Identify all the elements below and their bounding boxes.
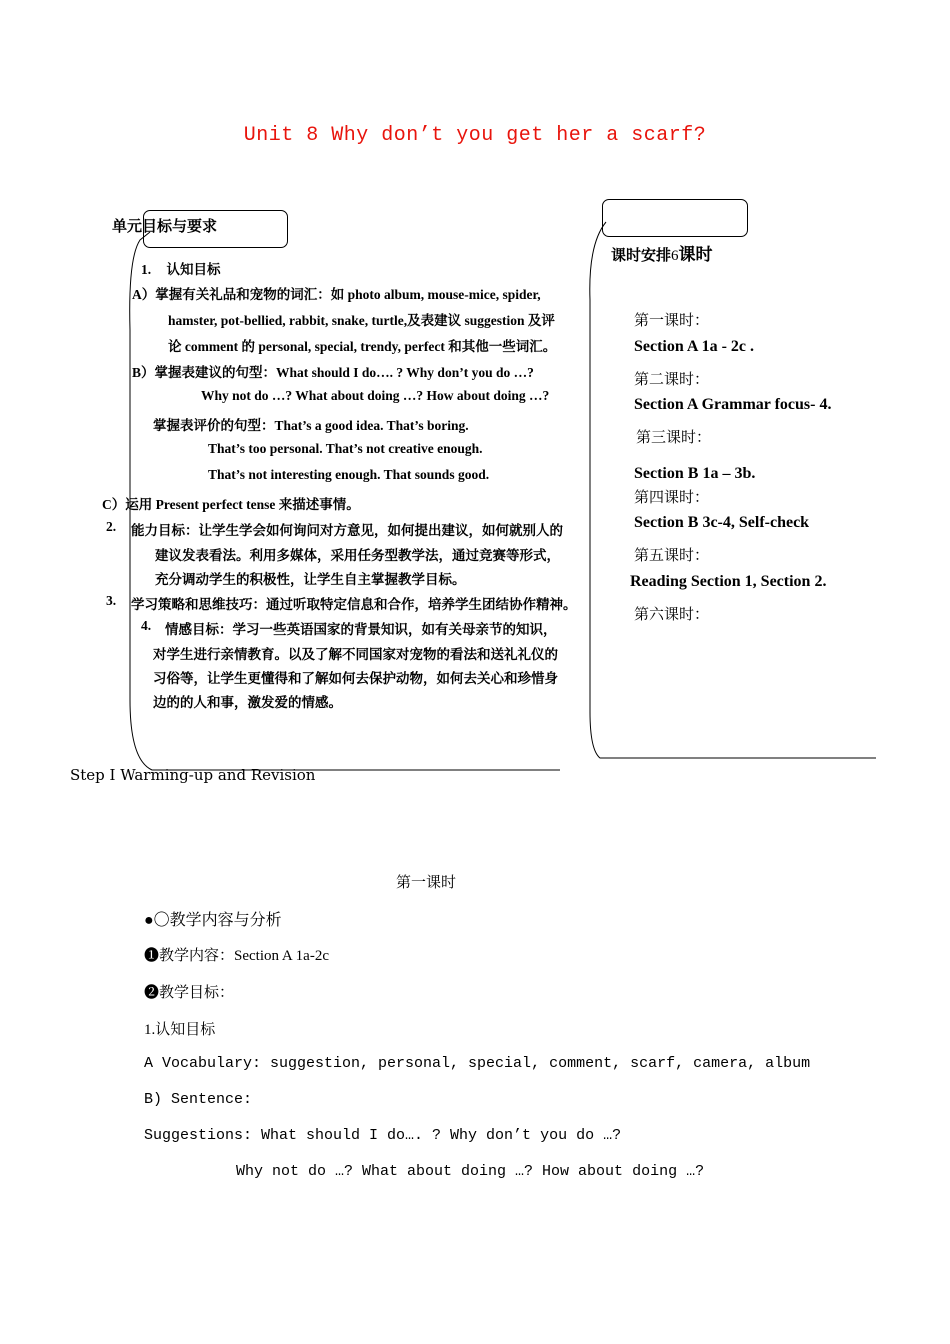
suggestion-line-2: Why not do …? What about doing …? How about doing …? <box>201 388 550 403</box>
lesson-2-label: 第二课时： <box>634 372 710 388</box>
right-box-header-suffix: 课时 <box>678 245 713 264</box>
page-title: Unit 8 Why don’t you get her a scarf? <box>243 124 707 147</box>
right-box-header-prefix: 课时安排 <box>611 248 672 264</box>
lesson-4-content: Section B 3c-4, Self-check <box>634 514 810 531</box>
left-box-header: 单元目标与要求 <box>112 217 218 235</box>
emotion-line-2: 对学生进行亲情教育。以及了解不同国家对宠物的看法和送礼礼仪的 <box>153 647 558 662</box>
lesson-6-label: 第六课时： <box>634 607 710 623</box>
emotion-line-3: 习俗等，让学生更懂得和了解如何去保护动物，如何去关心和珍惜身 <box>153 671 558 686</box>
lesson1-goals: ❷教学目标： <box>144 985 235 1001</box>
lesson1-heading: 第一课时 <box>396 875 457 891</box>
right-box-header-number: 6 <box>671 248 679 264</box>
emotion-line-4: 边的的人和事，激发爱的情感。 <box>153 695 342 710</box>
lesson-1-label: 第一课时： <box>634 313 710 329</box>
lesson1-sentence: B) Sentence: <box>144 1091 253 1108</box>
suggestion-line: B）掌握表建议的句型：What should I do…. ? Why don’t you do …? <box>132 365 534 380</box>
lesson1-cognitive: 1.认知目标 <box>144 1022 216 1038</box>
lesson1-content: ❶教学内容：Section A 1a-2c <box>144 948 329 964</box>
lesson-5-label: 第五课时： <box>634 548 710 564</box>
cognitive-num: 1. <box>141 262 152 277</box>
ability-line-3: 充分调动学生的积极性，让学生自主掌握教学目标。 <box>155 572 466 587</box>
ability-num: 2. <box>106 519 117 534</box>
lesson1-analysis: ●〇教学内容与分析 <box>144 912 282 929</box>
comment-line-1: 掌握表评价的句型：That’s a good idea. That’s boring. <box>153 418 469 433</box>
vocab-line-3: 论 comment 的 personal, special, trendy, perfect 和其他一些词汇。 <box>168 339 557 354</box>
ability-line-2: 建议发表看法。利用多媒体，采用任务型教学法，通过竞赛等形式， <box>155 548 560 563</box>
lesson1-suggestions: Suggestions: What should I do…. ? Why don’t you do …? <box>144 1127 622 1144</box>
lesson1-vocab: A Vocabulary: suggestion, personal, special, comment, scarf, camera, album <box>144 1055 811 1072</box>
step-heading: Step I Warming-up and Revision <box>70 766 316 784</box>
cognitive-label: 认知目标 <box>166 262 221 277</box>
emotion-num: 4. <box>141 618 152 633</box>
ability-line-1: 能力目标：让学生学会如何询问对方意见，如何提出建议，如何就别人的 <box>131 523 563 538</box>
lesson1-suggestions-2: Why not do …? What about doing …? How about doing …? <box>236 1163 705 1180</box>
lesson-2-content: Section A Grammar focus- 4. <box>634 396 832 413</box>
cognitive-heading <box>141 258 221 278</box>
lesson-4-label: 第四课时： <box>634 490 710 506</box>
vocab-line-1: A）掌握有关礼品和宠物的词汇：如 photo album, mouse-mice, spider, <box>132 287 541 302</box>
item-c: C）运用 Present perfect tense 来描述事情。 <box>102 497 360 512</box>
emotion-line-1: 情感目标：学习一些英语国家的背景知识，如有关母亲节的知识， <box>165 622 557 637</box>
comment-line-3: That’s not interesting enough. That sounds good. <box>208 467 490 482</box>
lesson-5-content: Reading Section 1, Section 2. <box>630 573 827 590</box>
lesson-1-content: Section A 1a - 2c . <box>634 338 754 355</box>
vocab-line-2: hamster, pot-bellied, rabbit, snake, turtle,及表建议 suggestion 及评 <box>168 313 555 328</box>
right-box-header <box>611 240 713 265</box>
lesson-3-label: 第三课时： <box>636 430 712 446</box>
lesson-3-content: Section B 1a – 3b. <box>634 465 756 482</box>
strategy-num: 3. <box>106 593 117 608</box>
comment-line-2: That’s too personal. That’s not creative enough. <box>208 441 483 456</box>
strategy-line: 学习策略和思维技巧：通过听取特定信息和合作，培养学生团结协作精神。 <box>131 597 577 612</box>
